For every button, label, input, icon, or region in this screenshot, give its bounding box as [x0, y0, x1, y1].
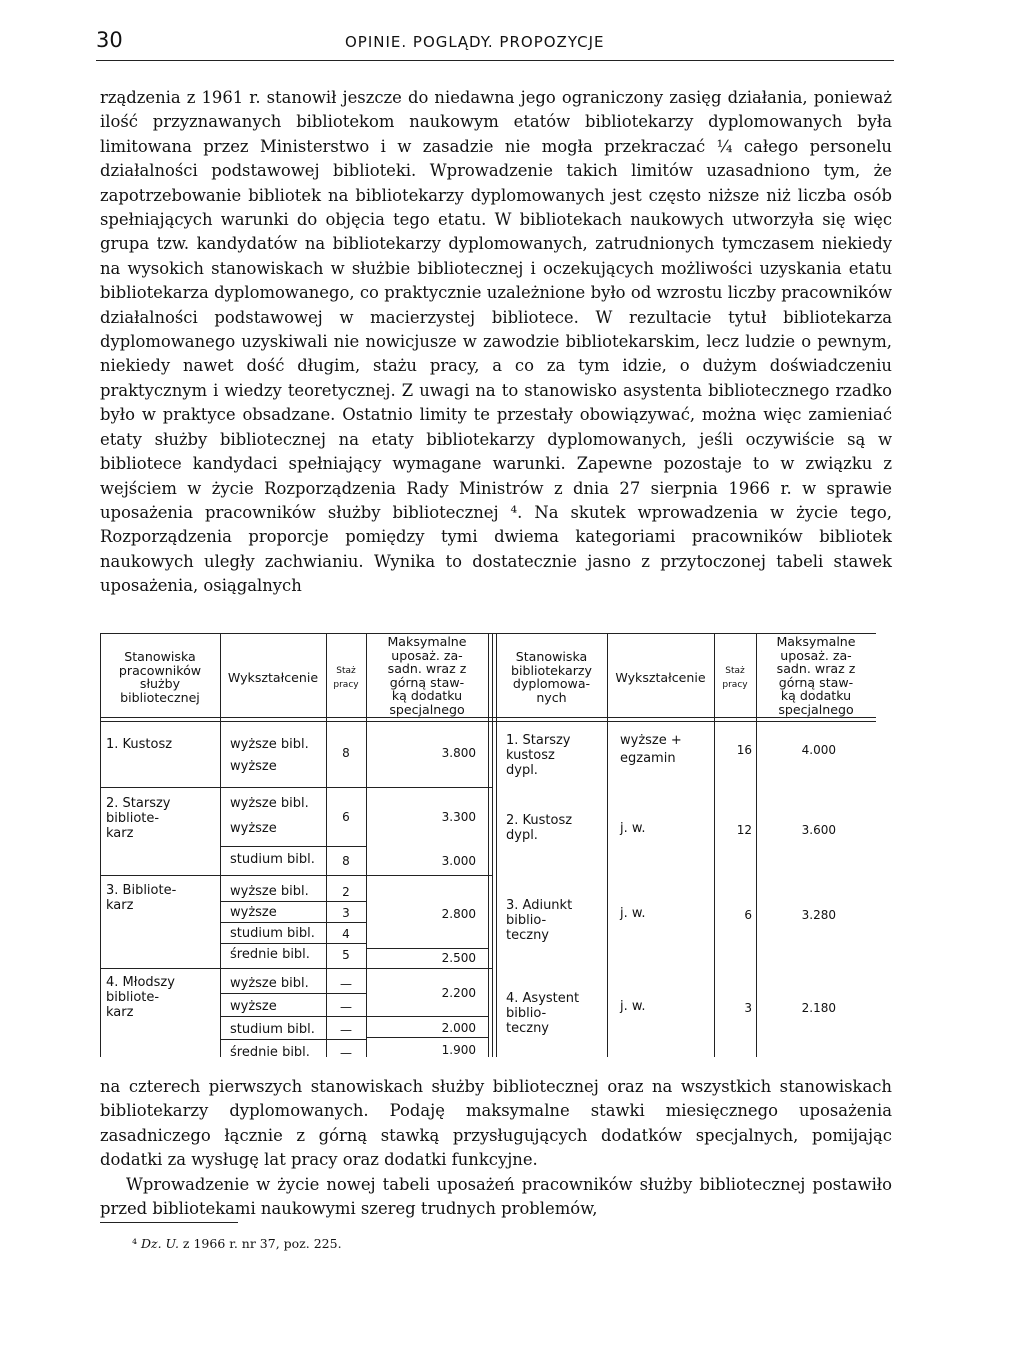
row-salary: 3.600 [801, 823, 836, 837]
row-salary: 4.000 [801, 743, 836, 757]
footnote-rule [100, 1222, 238, 1223]
row-rule [366, 1037, 488, 1038]
row-education: studium bibl. [230, 926, 315, 941]
footnote [132, 1236, 342, 1251]
row-salary: 2.800 [441, 907, 476, 921]
header-salary: ką dodatku [780, 688, 852, 703]
row-salary: 2.000 [441, 1021, 476, 1035]
body-paragraph-top: rządzenia z 1961 r. stanowił jeszcze do niedawna jego ograniczony zasięg działania, ponieważ ilość przyznawanych bibliotekom naukowym etatów bibliotekarzy dyplomowanych była limitowana przez Ministerstwo i w zasadzie nie mogła przekraczać ¼ całego personelu działalności podstawowej biblioteki. Wprowadzenie takich limitów uzasadniono tym, że zapotrzebowanie bibliotek na bibliotekarzy dyplomowanych jest często niższe niż liczba osób spełniających warunki do objęcia tego etatu. W bibliotekach naukowych utworzyła się więc grupa tzw. kandydatów na bibliotekarzy dyplomowanych, zatrudnionych tymczasem niekiedy na wysokich stanowiskach w służbie bibliotecznej i oczekujących możliwości uzyskania etatu bibliotekarza dyplomowanego, co praktycznie uzależnione było od wzrostu liczby pracowników działalności podstawowej w macierzystej bibliotece. W rezultacie tytuł bibliotekarza dyplomowanego uzyskiwali nie nowicjusze w zawodzie bibliotekarskim, lecz ludzie o pewnym, niekiedy nawet dość długim, stażu pracy, a co za tym idzie, o dużym doświadczeniu praktycznym i wiedzy teoretycznej. Z uwagi na to stanowisko asystenta bibliotecznego rzadko było w praktyce obsadzane. Ostatnio limity te przestały obowiązywać, można więc zamieniać etaty służby bibliotecznej na etaty bibliotekarzy dyplomowanych, jeśli oczywiście są w bibliotece kandydaci spełniający wymagane warunki. Zapewne pozostaje to w związku z wejściem w życie Rozporządzenia Rady Ministrów z dnia 27 sierpnia 1966 r. w sprawie uposażenia pracowników służby bibliotecznej ⁴. Na skutek wprowadzenia w życie tego, Rozporządzenia proporcje pomiędzy tymi dwiema kategoriami pracowników bibliotek naukowych uległy zachwianiu. Wynika to dostatecznie jasno z przytoczonej tabeli stawek uposażenia, osiągalnych [100, 88, 892, 596]
row-rule [220, 993, 366, 994]
row-position: teczny [506, 1021, 549, 1036]
row-salary: 2.180 [801, 1001, 836, 1015]
header-salary: sadn. wraz z [387, 661, 467, 676]
row-position: biblio- [506, 1006, 547, 1021]
center-rule [492, 633, 493, 1057]
header-position: nych [536, 689, 567, 705]
column-rule [607, 633, 608, 1057]
row-seniority: — [340, 1023, 352, 1037]
footnote-mark: ⁴ [132, 1236, 138, 1251]
row-salary: 3.800 [441, 746, 476, 760]
row-rule [220, 901, 366, 902]
row-position: 2. Starszy [106, 796, 171, 811]
body-paragraph-1: na czterech pierwszych stanowiskach służby bibliotecznej oraz na wszystkich stanowiskach bibliotekarzy dyplomowanych. Podaję maksymalne stawki miesięcznego uposażenia zasadniczego łącznie z górną stawką przysługujących dodatków specjalnych, pomijając dodatki za wysługę lat pracy oraz dodatki funkcyjne. [100, 1077, 892, 1170]
row-seniority: 8 [342, 746, 350, 760]
row-seniority: 5 [342, 948, 350, 962]
header-position: Stanowiska [515, 649, 588, 664]
row-education: j. w. [620, 999, 646, 1014]
header-position: dyplomowa- [512, 676, 591, 691]
header-position: bibliotecznej [120, 689, 200, 705]
header-salary: uposaż. za- [780, 647, 852, 663]
header-salary: Maksymalne [776, 634, 856, 649]
column-rule [714, 633, 715, 1057]
group-rule [100, 968, 492, 969]
row-seniority: — [340, 977, 352, 991]
row-seniority: 8 [342, 854, 350, 868]
row-position: 4. Młodszy [106, 975, 175, 990]
row-education: wyższe [230, 821, 277, 836]
row-education: wyższe bibl. [230, 884, 309, 899]
row-position: 2. Kustosz [506, 813, 573, 828]
running-head: OPINIE. POGLĄDY. PROPOZYCJE [345, 33, 605, 51]
row-education: studium bibl. [230, 852, 315, 867]
row-education: studium bibl. [230, 1022, 315, 1037]
row-salary: 1.900 [441, 1043, 476, 1057]
header-seniority: Staż [336, 666, 356, 676]
row-position: 4. Asystent [506, 991, 580, 1006]
header-seniority: pracy [722, 679, 748, 690]
header-rule [96, 60, 894, 61]
row-education: wyższe bibl. [230, 737, 309, 752]
row-position: karz [106, 826, 134, 841]
row-rule [220, 846, 366, 847]
row-rule [220, 922, 366, 923]
row-seniority: 12 [736, 823, 752, 837]
page-number: 30 [96, 28, 123, 52]
row-position: teczny [506, 928, 549, 943]
row-education: wyższe + [620, 733, 682, 748]
header-position: służby [139, 676, 181, 691]
row-rule [220, 943, 366, 944]
row-salary: 2.200 [441, 986, 476, 1000]
header-position: pracowników [118, 662, 202, 678]
header-salary: sadn. wraz z [776, 661, 856, 676]
header-salary: specjalnego [778, 701, 854, 717]
row-position: dypl. [506, 828, 538, 843]
row-salary: 3.300 [441, 810, 476, 824]
row-education: egzamin [620, 751, 676, 766]
footnote-source: Dz. U. [141, 1236, 179, 1251]
row-position: karz [106, 1005, 134, 1020]
row-seniority: 2 [342, 885, 350, 899]
row-seniority: — [340, 1000, 352, 1014]
row-seniority: 6 [744, 908, 752, 922]
row-position: dypl. [506, 763, 538, 778]
row-position: kustosz [506, 748, 555, 763]
row-education: wyższe bibl. [230, 976, 309, 991]
header-education: Wykształcenie [615, 670, 706, 685]
row-education: wyższe [230, 759, 277, 774]
group-rule [100, 787, 492, 788]
header-seniority: pracy [333, 679, 359, 690]
row-education: j. w. [620, 821, 646, 836]
body-bottom [100, 1075, 892, 1221]
salary-table [100, 633, 876, 1060]
row-salary: 2.500 [441, 951, 476, 965]
header-seniority: Staż [725, 666, 745, 676]
row-rule [366, 1016, 488, 1017]
row-rule [220, 1039, 366, 1040]
header-salary: ką dodatku [391, 688, 463, 703]
row-education: wyższe [230, 905, 277, 920]
header-salary: uposaż. za- [391, 647, 463, 663]
footnote-text: z 1966 r. nr 37, poz. 225. [182, 1236, 342, 1251]
row-position: biblio- [506, 913, 547, 928]
row-education: j. w. [620, 906, 646, 921]
row-rule [220, 1016, 366, 1017]
row-rule [366, 948, 488, 949]
row-position: 3. Bibliote- [106, 883, 177, 898]
row-position: bibliote- [106, 990, 160, 1005]
row-education: wyższe bibl. [230, 796, 309, 811]
header-position: bibliotekarzy [511, 662, 592, 678]
row-seniority: 3 [342, 906, 350, 920]
row-seniority: 4 [342, 927, 350, 941]
header-salary: górną staw- [389, 674, 465, 690]
header-education: Wykształcenie [227, 670, 319, 685]
column-rule [488, 633, 489, 1057]
row-position: 3. Adiunkt [506, 898, 573, 913]
row-education: średnie bibl. [230, 947, 310, 962]
header-salary: Maksymalne [387, 634, 467, 649]
body-paragraph-2: Wprowadzenie w życie nowej tabeli uposażeń pracowników służby bibliotecznej postawiło przed bibliotekami naukowymi szereg trudnych problemów, [100, 1174, 892, 1219]
row-seniority: 16 [736, 743, 752, 757]
row-seniority: 3 [744, 1001, 752, 1015]
group-rule [100, 875, 492, 876]
row-salary: 3.000 [441, 854, 476, 868]
row-position: 1. Kustosz [106, 737, 173, 752]
row-seniority: 6 [342, 810, 350, 824]
row-education: średnie bibl. [230, 1045, 310, 1060]
header-salary: specjalnego [389, 701, 465, 717]
header-salary: górną staw- [778, 674, 854, 690]
row-seniority: — [340, 1046, 352, 1060]
row-position: 1. Starszy [506, 733, 571, 748]
row-education: wyższe [230, 999, 277, 1014]
header-position: Stanowiska [124, 649, 196, 664]
row-position: bibliote- [106, 811, 160, 826]
row-salary: 3.280 [801, 908, 836, 922]
row-position: karz [106, 898, 134, 913]
